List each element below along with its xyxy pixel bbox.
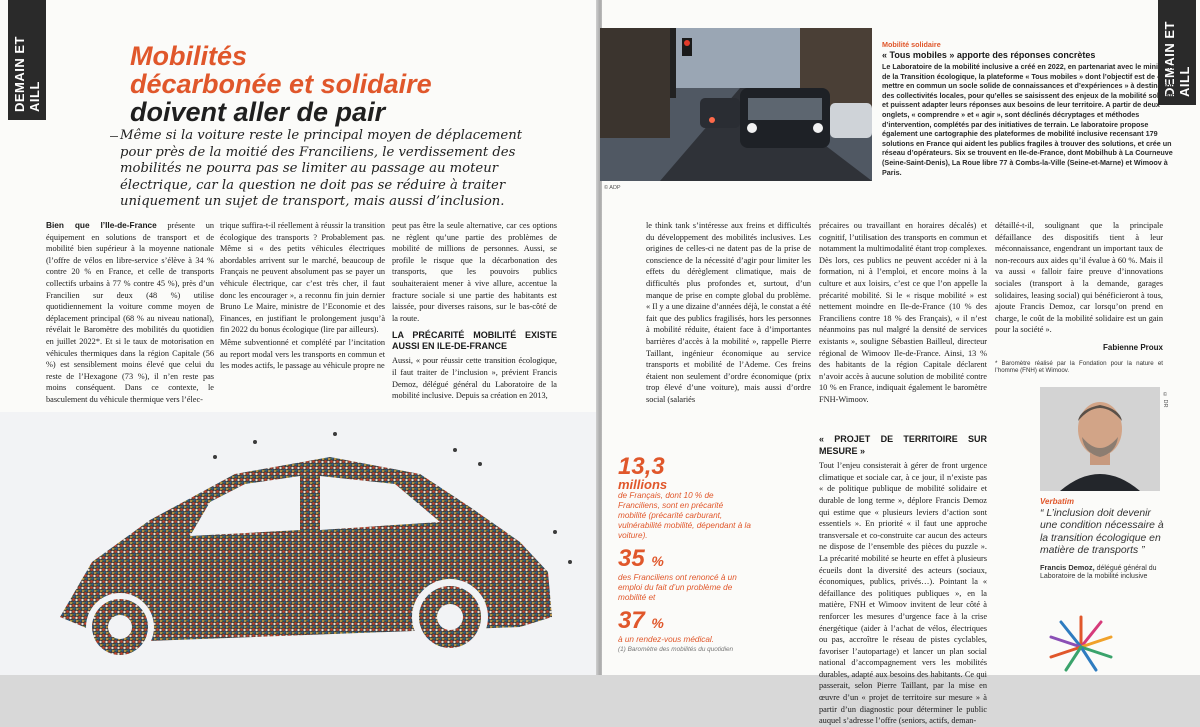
stat-1-unit: millions <box>618 477 668 492</box>
subheading: LA PRÉCARITÉ MOBILITÉ EXISTE AUSSI EN ILE-DE-FRANCE <box>392 330 557 352</box>
section-rubric: DEMAIN ET AILL <box>8 0 46 120</box>
col3b-text: Aussi, « pour réussir cette transition écologique, il faut traiter de l’inclusion », prévient Francis Demoz, délégué général du Laboratoire de la mobilité inclusive. Depuis sa création en 2013, <box>392 356 557 401</box>
author-signature: Fabienne Proux <box>1102 342 1163 352</box>
stat-3-unit: % <box>651 615 664 631</box>
crowd-car-illustration <box>0 412 598 675</box>
photo-credit: © ADP <box>604 185 621 191</box>
left-page <box>0 0 598 675</box>
standfirst-dash <box>110 136 118 137</box>
lead-in: Bien que l’Ile-de-France <box>46 220 157 230</box>
laboratoire-logo-icon <box>1046 612 1116 672</box>
col3-text: peut pas être la seule alternative, car ces options ne règlent qu’une partie des problèmes de mobilité de millions de personnes. Aussi, se profile le risque que la décarbonation des transports, que les pouvoirs publics souhaiteraient mener à vive allure, accentue la fracture sociale si une partie des habitants est laissée, pour diverses raisons, sur le bas-côté de la route. <box>392 221 557 323</box>
title-line-3: doivent aller de pair <box>130 97 386 127</box>
verbatim-author: Francis Demoz, <box>1040 562 1095 572</box>
article-standfirst <box>120 128 540 211</box>
footnote: * Baromètre réalisé par la Fondation pour la nature et l’homme (FNH) et Wimoov. <box>995 359 1163 375</box>
traffic-photo <box>600 28 872 181</box>
verbatim-box <box>1040 497 1165 582</box>
sidebar-title: « Tous mobiles » apporte des réponses concrètes <box>882 50 1096 60</box>
rcol2b-text: Tout l’enjeu consisterait à gérer de front urgence climatique et sociale car, à ce jour, il n’existe pas « de politique publique de mobilité solidaire et durable de long terme », déplore Francis Demoz qui estime que « plusieurs leviers d’action sont essentiels ». En priorité « il faut une approche transversale et co-construite car aucun des acteurs ne dispose de l’ensemble des pièces du puzzle ». La précarité mobilité se heurte en effet à plusieurs écueils dont la diversité des acteurs (sociaux, économiques, publics, privés…). Pointant la « défaillance des politiques publiques », en la matière, FNH et Wimoov invitent de leur côté à renforcer les mesures d’urgence face à la crise énergétique (aider à l’achat de vélos, électriques ou pas, accroître le réseau de pistes cyclables, favoriser l’autopartage) et lancer un plan social national d’accompagnement vers les mobilités durables, adapté aux besoins des habitants. Ce qui passerait, selon Pierre Taillant, par la mise en œuvre d’un « projet de territoire sur mesure » à partir d’un diagnostic pour déterminer le public auquel s’adresse l’offre (seniors, actifs, deman- <box>819 461 987 726</box>
body-column-2 <box>220 220 385 373</box>
article-title <box>130 42 450 126</box>
sidebar-kicker: Mobilité solidaire <box>882 40 941 49</box>
stat-3-number: 37 <box>618 607 645 634</box>
right-column-2 <box>819 220 987 420</box>
portrait-graphic <box>1040 387 1160 491</box>
rcol2-text: précaires ou travaillant en horaires décalés) et cognitif, l’utilisation des transports en commun et notamment la multimodalité étant trop complexes. Dès lors, ces publics ne peuvent accéder ni à la formation, ni à l’emploi, et encore moins à la culture et aux loisirs, c’est ce que l’on appelle la précarité mobilité. Si le « risque mobilité » est nettement moindre en Ile-de-France (10 % des Franciliens contre 18 % des Français), « il n’est néanmoins pas nul malgré la densité de services existants », souligne Sébastien Bailleul, directeur régional de Wimoov Ile-de-France. Ainsi, 13 % des habitants de la région Capitale déclarent n’avoir accès à aucune solution de mobilité contre 10 % en France, indiquait également le baromètre FNH-Wimoov. <box>819 221 987 404</box>
crowd-car-shape <box>0 412 598 675</box>
subheading-2: « PROJET DE TERRITOIRE SUR MESURE » <box>819 434 987 456</box>
body-column-3 <box>392 220 557 403</box>
traffic-photo-graphic <box>600 28 872 181</box>
stat-source-note: (1) Baromètre des mobilités du quotidien <box>618 646 734 653</box>
portrait-photo <box>1040 387 1160 491</box>
stat-2-unit: % <box>651 553 664 569</box>
title-line-2: décarbonée et solidaire <box>130 69 432 99</box>
col1-text: présente un équipement en solutions de transport et de mobilité bien supérieur à la moyenne nationale (l’offre de vélos en libre-service s’élève à 34 % contre 20 % en France, et celle de transports collectifs urbains à 77 % contre 45 %), près d’un Francilien sur deux (48 %) utilise quotidiennement la voiture comme moyen de déplacement principal (68 % au niveau national), révélait le Baromètre des mobilités du quotidien en juillet 2022*. Et si le taux de motorisation en véhicules thermiques dans la région Capitale (56 %) est sensiblement moins élevé que celui du reste de l’Hexagone (73 %), il n’en reste pas moins conséquent. Dans ce contexte, le basculement du véhicule thermique vers l’élec- <box>46 221 214 404</box>
sidebar-body: Le Laboratoire de la mobilité inclusive a créé en 2022, en partenariat avec le ministère de la Transition écologique, la plateforme « Tous mobiles » dont l’objectif est de « mettre en commun un socle solide de connaissances et d’expériences » à destination des collectivités locales, pour qu’elles se saisissent des enjeux de la mobilité solidaire et puissent adapter leurs réponses aux besoins de leur territoire. A partir de deux onglets, « comprendre » et « agir », sont déclinés décryptages et méthodes d’intervention, complétés par des initiatives de terrain. Le laboratoire propose également une cartographie des plateformes de mobilité inclusive recensant 179 solutions en France qui aident les publics fragiles à trouver des solutions, et crée un réseau d’opérateurs. Six se trouvent en Ile-de-France, dont Mobilhub à La Courneuve (Seine-Saint-Denis), La Roue libre 77 à Combs-la-Ville (Seine-et-Marne) et Wimoov à Paris. <box>882 62 1179 177</box>
rcol3-text: détaillé-t-il, soulignant que la principale défaillance des dispositifs tient à leur méconnaissance, engendrant un important taux de non-recours aux aides qu’il évalue à 60 %. Mais il va aussi « falloir faire preuve d’innovations sociales (transport à la demande, garages solidaires, leasing social) qui bénéficieront à tous, ajoute Francis Demoz, car lorsqu’on prend en charge, le coût de la mobilité solidaire est un gain pour la société ». <box>995 221 1163 335</box>
standfirst-text: Même si la voiture reste le principal moyen de déplacement pour près de la moitié des Franciliens, le verdissement des mobilités ne pourra pas se limiter au passage au moteur électrique, car la question ne doit pas se réduire à traiter uniquement un sujet de transport, mais aussi d’inclusion. <box>120 128 522 209</box>
portrait-credit: © DR <box>1162 392 1168 408</box>
stat-2-number: 35 <box>618 545 645 572</box>
stat-2-text: des Franciliens ont renoncé à un emploi du fait d’un problème de mobilité et <box>618 573 737 602</box>
right-column-3 <box>995 220 1163 375</box>
key-figures <box>618 455 753 654</box>
body-column-1 <box>46 220 214 407</box>
title-line-1: Mobilités <box>130 41 248 71</box>
right-column-2-lower <box>819 434 987 726</box>
stat-3-text: à un rendez-vous médical. <box>618 635 715 644</box>
verbatim-quote: “ L’inclusion doit devenir une condition nécessaire à la transition écologique en matière de transports ” <box>1040 508 1164 557</box>
verbatim-role: délégué général du Laboratoire de la mobilité inclusive <box>1040 564 1157 581</box>
stat-1-number: 13,3 <box>618 453 665 480</box>
sidebar-box <box>882 40 1182 177</box>
col2-text: trique suffira-t-il réellement à réussir la transition écologique des transports ? Probablement pas. Même si « des petits véhicules électriques abordables arrivent sur le marché, beaucoup de Français ne peuvent absolument pas se payer un véhicule électrique, car c’est très cher, il faut donc les encourager », a reconnu fin juin dernier Bruno Le Maire, ministre de l’Economie et des Finances, en justifiant le prolongement jusqu’à fin 2022 du bonus écologique (lire par ailleurs). <box>220 221 385 335</box>
verbatim-kicker: Verbatim <box>1040 497 1074 506</box>
section-rubric-right: DEMAIN ET AILL <box>1158 0 1196 105</box>
col2b-text: Même subventionné et complété par l’incitation au report modal vers les transports en commun et les modes actifs, le passage au véhicule propre ne <box>220 337 385 371</box>
right-column-1 <box>646 220 811 407</box>
rcol1-text: le think tank s’intéresse aux freins et difficultés du développement des mobilités inclusives. Les origines de celles-ci ne datent pas de la prise de conscience de la nécessité d’agir pour limiter les effets du dérèglement climatique, mais de difficultés plus profondes et, surtout, d’un manque de prise en compte global du problème. « Il y a une dizaine d’années déjà, le constat a été fait que des publics fragilisés, hors les personnes à mobilité réduite, étaient face à d’importantes barrières d’accès à la mobilité », rappelle Pierre Taillant, ingénieur économique au service transports et mobilité de l’Ademe. Ces freins étaient non seulement d’ordre économique (prix trop élevé d’une voiture), mais aussi d’ordre social (salariés <box>646 221 811 404</box>
stat-1-text: de Français, dont 10 % de Franciliens, sont en précarité mobilité (précarité carburant, vulnérabilité mobilité, dépendant à la voiture). <box>618 491 751 540</box>
